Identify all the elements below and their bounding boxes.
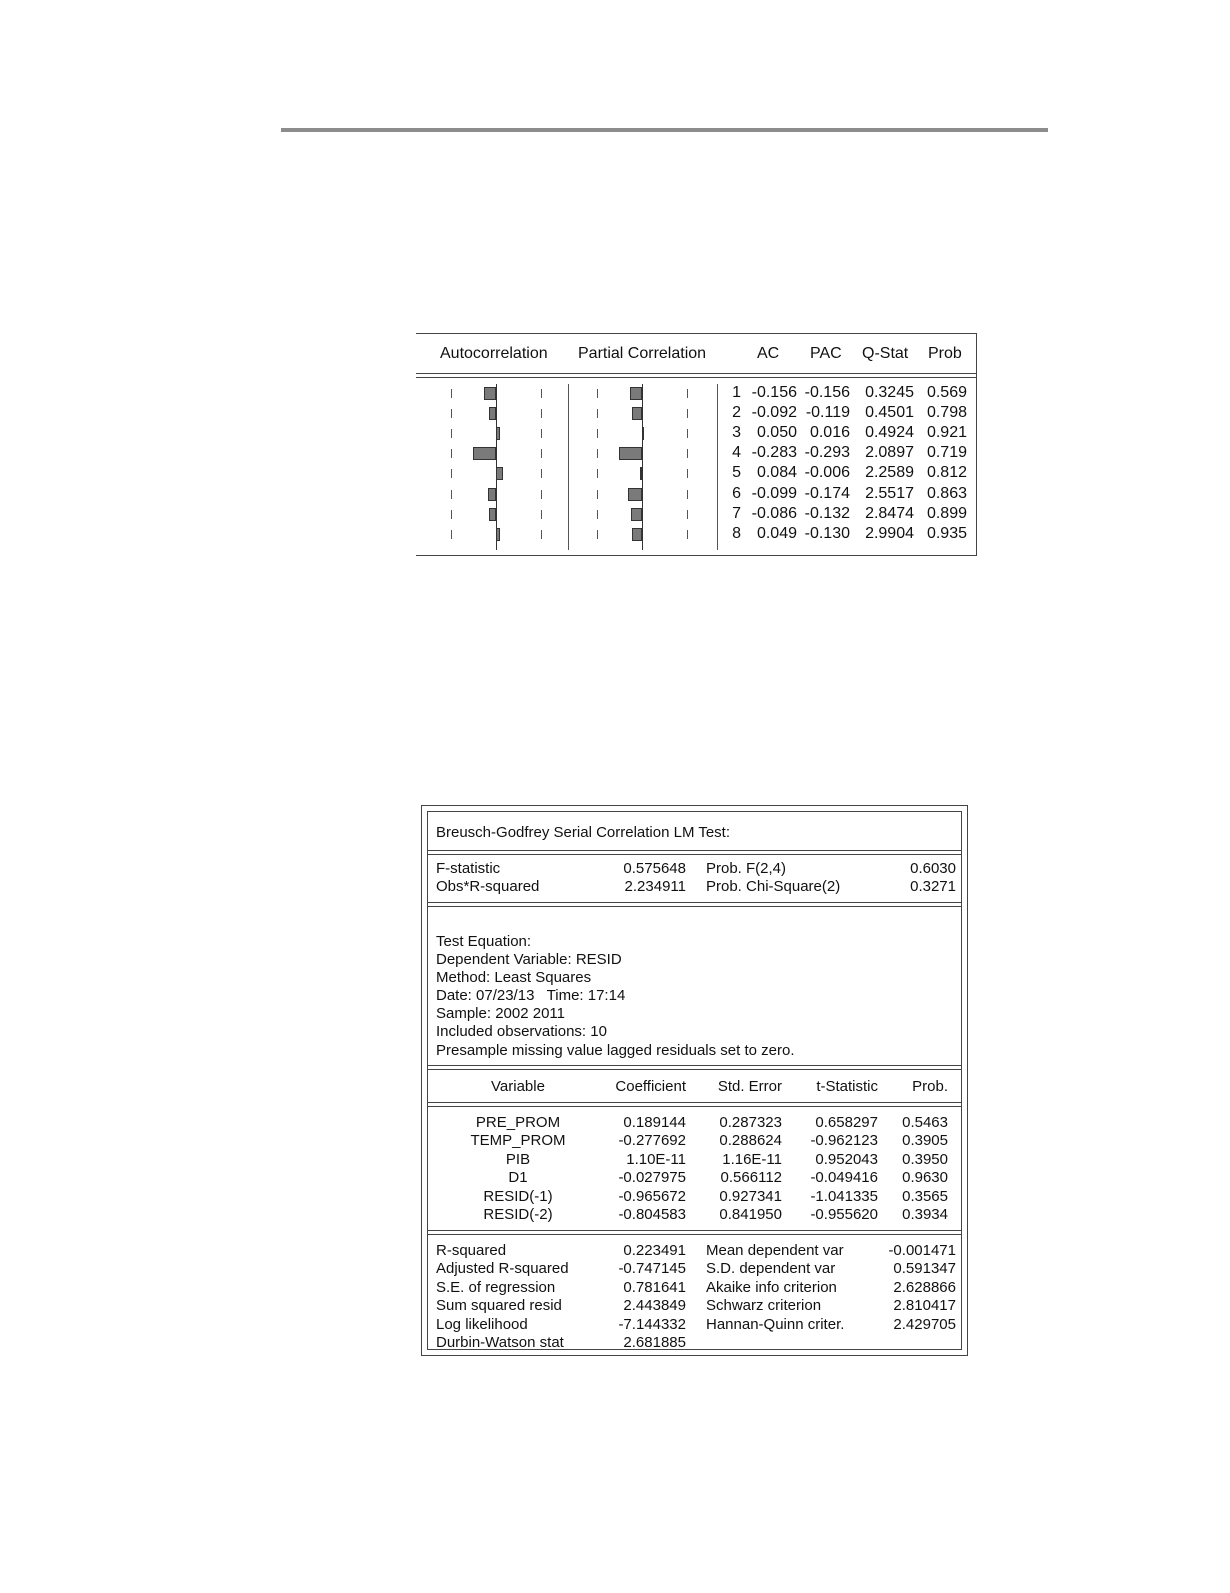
prob-value: 0.899 xyxy=(926,504,967,522)
pac-value: -0.132 xyxy=(804,504,850,522)
variable-name: PRE_PROM xyxy=(475,1114,561,1131)
ac-value: 0.084 xyxy=(756,464,797,482)
coefficient-value: -0.804583 xyxy=(618,1206,686,1223)
std-error-value: 0.287323 xyxy=(719,1114,782,1131)
summary-value: 0.223491 xyxy=(623,1242,686,1259)
pac-value: -0.006 xyxy=(804,464,850,482)
coefficient-value: 0.189144 xyxy=(623,1114,686,1131)
equation-line: Method: Least Squares xyxy=(436,969,592,986)
equation-line: Test Equation: xyxy=(436,933,532,950)
equation-line: Sample: 2002 2011 xyxy=(436,1005,565,1022)
correlogram-row xyxy=(416,384,976,404)
prob-value: 0.3934 xyxy=(902,1206,948,1223)
prob-value: 0.798 xyxy=(926,404,967,422)
ac-value: -0.086 xyxy=(751,504,797,522)
qstat-value: 2.0897 xyxy=(865,444,914,462)
summary-label: S.D. dependent var xyxy=(706,1260,836,1278)
prob-value: 0.812 xyxy=(926,464,967,482)
t-statistic-value: 0.952043 xyxy=(815,1150,878,1168)
header-autocorrelation: Autocorrelation xyxy=(440,345,548,362)
prob-value: 0.569 xyxy=(926,384,967,401)
lm-test-inner xyxy=(427,811,962,1350)
pac-value: -0.119 xyxy=(805,404,850,422)
col-header-t-statistic: t-Statistic xyxy=(816,1078,878,1095)
summary-label: Schwarz criterion xyxy=(706,1297,822,1315)
prob-value: 0.9630 xyxy=(902,1169,948,1187)
summary-label: Akaike info criterion xyxy=(706,1278,837,1296)
lm-test-box xyxy=(421,805,968,1356)
ac-value: -0.099 xyxy=(751,484,797,502)
summary-value: 0.781641 xyxy=(623,1278,686,1296)
summary-value: -7.144332 xyxy=(618,1315,686,1333)
qstat-value: 0.3245 xyxy=(865,384,914,401)
obs-r-squared-value: 2.234911 xyxy=(624,878,686,895)
prob-value: 0.3905 xyxy=(902,1132,948,1150)
variable-name: D1 xyxy=(508,1169,528,1187)
lag-value: 1 xyxy=(732,384,741,401)
summary-value: 0.591347 xyxy=(893,1260,956,1278)
lag-value: 8 xyxy=(732,524,741,542)
variable-name: RESID(-1) xyxy=(483,1187,553,1205)
correlogram-row xyxy=(416,444,976,464)
ac-value: 0.049 xyxy=(756,524,797,542)
qstat-value: 2.8474 xyxy=(865,504,914,522)
summary-value: 2.443849 xyxy=(623,1297,686,1315)
correlogram-row xyxy=(416,404,976,424)
equation-line: Date: 07/23/13 Time: 17:14 xyxy=(436,987,626,1004)
ac-value: -0.283 xyxy=(751,444,797,462)
pac-value: -0.174 xyxy=(804,484,850,502)
section-divider xyxy=(428,1065,961,1070)
header-pac: PAC xyxy=(810,345,842,362)
equation-line: Included observations: 10 xyxy=(436,1023,607,1040)
pac-value: -0.130 xyxy=(804,524,850,542)
header-qstat: Q-Stat xyxy=(862,345,909,362)
f-prob-label: Prob. F(2,4) xyxy=(706,860,787,877)
prob-value: 0.935 xyxy=(926,524,967,542)
col-header-prob: Prob. xyxy=(912,1078,948,1095)
summary-value: 2.429705 xyxy=(893,1315,956,1333)
pac-value: -0.156 xyxy=(804,384,850,401)
variable-name: TEMP_PROM xyxy=(470,1132,566,1150)
t-statistic-value: 0.658297 xyxy=(815,1114,878,1131)
qstat-value: 2.5517 xyxy=(865,484,914,502)
coefficient-value: -0.027975 xyxy=(618,1169,686,1187)
summary-value: 2.810417 xyxy=(893,1297,956,1315)
std-error-value: 0.841950 xyxy=(719,1206,782,1223)
coefficient-value: 1.10E-11 xyxy=(626,1150,686,1168)
coefficient-value: -0.965672 xyxy=(618,1187,686,1205)
section-divider xyxy=(428,902,961,907)
f-prob-value: 0.6030 xyxy=(910,860,956,877)
t-statistic-value: -0.049416 xyxy=(810,1169,878,1187)
header-partial-correlation: Partial Correlation xyxy=(578,345,707,362)
chi-prob-label: Prob. Chi-Square(2) xyxy=(706,878,841,895)
section-divider xyxy=(428,850,961,855)
f-statistic-label: F-statistic xyxy=(436,860,501,877)
qstat-value: 0.4501 xyxy=(865,404,914,422)
summary-label: Hannan-Quinn criter. xyxy=(706,1315,845,1333)
correlogram-row xyxy=(416,505,976,525)
summary-label: Adjusted R-squared xyxy=(436,1260,569,1278)
summary-label: Sum squared resid xyxy=(436,1297,562,1315)
f-statistic-value: 0.575648 xyxy=(623,860,686,877)
col-header-coefficient: Coefficient xyxy=(615,1078,686,1095)
pac-value: -0.293 xyxy=(804,444,850,462)
lm-test-title: Breusch-Godfrey Serial Correlation LM Test: xyxy=(436,824,731,841)
variable-name: PIB xyxy=(505,1150,531,1168)
correlogram-table xyxy=(416,333,977,556)
prob-value: 0.921 xyxy=(926,424,967,442)
pac-value: 0.016 xyxy=(809,424,850,442)
summary-value: 2.681885 xyxy=(623,1334,686,1351)
ac-value: -0.092 xyxy=(751,404,797,422)
lag-value: 5 xyxy=(732,464,741,482)
equation-line: Dependent Variable: RESID xyxy=(436,951,622,968)
std-error-value: 0.566112 xyxy=(720,1169,782,1187)
correlogram-header xyxy=(416,334,976,374)
top-rule xyxy=(281,128,1048,132)
std-error-value: 0.288624 xyxy=(719,1132,782,1150)
header-ac: AC xyxy=(757,345,780,362)
lag-value: 3 xyxy=(732,424,741,442)
chi-prob-value: 0.3271 xyxy=(910,878,956,895)
std-error-value: 1.16E-11 xyxy=(722,1150,782,1168)
ac-value: -0.156 xyxy=(751,384,797,401)
summary-label: Mean dependent var xyxy=(706,1242,844,1259)
t-statistic-value: -0.955620 xyxy=(810,1206,878,1223)
qstat-value: 2.2589 xyxy=(865,464,914,482)
lag-value: 4 xyxy=(732,444,741,462)
col-header-std-error: Std. Error xyxy=(717,1078,782,1095)
correlogram-row xyxy=(416,464,976,484)
lag-value: 6 xyxy=(732,484,741,502)
coefficient-value: -0.277692 xyxy=(618,1132,686,1150)
prob-value: 0.863 xyxy=(926,484,967,502)
variable-name: RESID(-2) xyxy=(483,1206,553,1223)
prob-value: 0.3950 xyxy=(902,1150,948,1168)
t-statistic-value: -0.962123 xyxy=(810,1132,878,1150)
section-divider xyxy=(428,1102,961,1107)
summary-value: -0.001471 xyxy=(888,1242,956,1259)
qstat-value: 2.9904 xyxy=(865,524,914,542)
prob-value: 0.719 xyxy=(926,444,967,462)
prob-value: 0.3565 xyxy=(902,1187,948,1205)
summary-label: S.E. of regression xyxy=(436,1278,556,1296)
correlogram-row xyxy=(416,485,976,505)
summary-label: Durbin-Watson stat xyxy=(436,1334,564,1351)
correlogram-row xyxy=(416,525,976,545)
ac-value: 0.050 xyxy=(756,424,797,442)
prob-value: 0.5463 xyxy=(902,1114,948,1131)
std-error-value: 0.927341 xyxy=(719,1187,782,1205)
correlogram-row xyxy=(416,424,976,444)
equation-line: Presample missing value lagged residuals set to zero. xyxy=(436,1042,795,1059)
obs-r-squared-label: Obs*R-squared xyxy=(436,878,540,895)
summary-label: R-squared xyxy=(436,1242,507,1259)
section-divider xyxy=(428,1230,961,1235)
lag-value: 7 xyxy=(732,504,741,522)
summary-label: Log likelihood xyxy=(436,1315,528,1333)
summary-value: -0.747145 xyxy=(618,1260,686,1278)
t-statistic-value: -1.041335 xyxy=(810,1187,878,1205)
summary-value: 2.628866 xyxy=(893,1278,956,1296)
header-prob: Prob xyxy=(928,345,962,362)
lag-value: 2 xyxy=(732,404,741,422)
correlogram-body xyxy=(416,378,976,555)
qstat-value: 0.4924 xyxy=(865,424,914,442)
col-header-variable: Variable xyxy=(491,1078,545,1095)
